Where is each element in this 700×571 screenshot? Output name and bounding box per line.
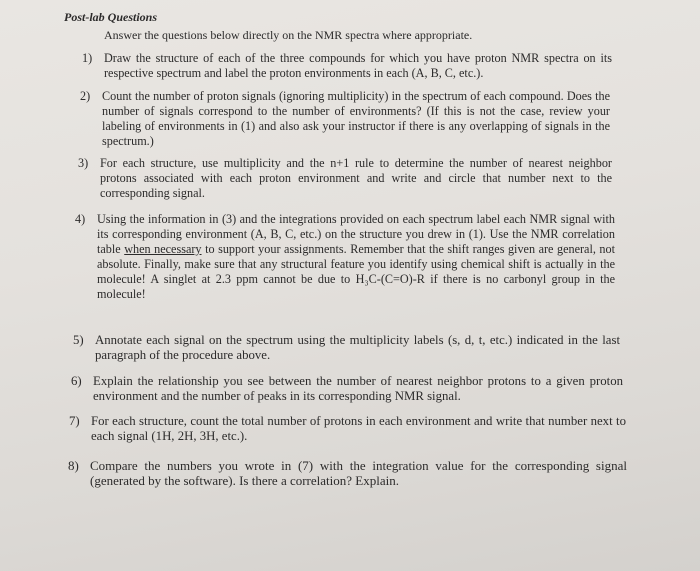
- question-text: Count the number of proton signals (ignoring multiplicity) in the spectrum of each compound. Does the number of signals correspond to the number of environments? (If this is not the case, review your labeling of environments in (1) and also ask your instructor if there is any overlapping of signals in the spectrum.): [102, 89, 610, 148]
- instructions-text: Answer the questions below directly on the NMR spectra where appropriate.: [104, 28, 473, 42]
- question-6: [71, 374, 623, 404]
- question-number: 5): [73, 333, 84, 347]
- question-8: [68, 458, 627, 488]
- question-number: 6): [71, 374, 82, 388]
- question-number: 7): [69, 414, 80, 428]
- question-text: For each structure, use multiplicity and the n+1 rule to determine the number of nearest neighbor protons associated with each proton environment and write and circle that number next to the corresponding signal.: [100, 156, 612, 200]
- section-heading: Post-lab Questions: [64, 10, 158, 24]
- question-number: 3): [78, 156, 89, 170]
- question-number: 1): [82, 51, 93, 65]
- question-text: Compare the numbers you wrote in (7) with the integration value for the corresponding signal (generated by the software). Is there a correlation? Explain.: [90, 458, 627, 488]
- question-text: Draw the structure of each of the three compounds for which you have proton NMR spectra on its respective spectrum and label the proton environments in each (A, B, C, etc.).: [104, 51, 612, 80]
- question-4: [75, 212, 615, 302]
- question-1: [82, 51, 612, 81]
- question-5: [73, 333, 620, 363]
- question-number: 8): [68, 458, 79, 473]
- underlined-phrase: when necessary: [124, 242, 202, 256]
- question-text: Annotate each signal on the spectrum using the multiplicity labels (s, d, t, etc.) indicated in the last paragraph of the procedure above.: [95, 333, 620, 362]
- question-2: [80, 89, 610, 149]
- question-number: 2): [80, 89, 91, 103]
- question-text-part-b: to support your assignments. Remember that the shift ranges given are general, not absolute. Finally, make sure that any structural feature you identify using chemical shift is actually in the molecule! A singlet at 2.3 ppm cannot be due to H₃C-(C=O)-R if there is no carbonyl group in the molecule!: [97, 242, 615, 301]
- question-text-part-a: Using the information in (3) and the integrations provided on each spectrum label each NMR signal with its corresponding environment (A, B, C, etc.) on the structure you drew in (1). Use the NMR correlation table: [97, 212, 615, 256]
- question-number: 4): [75, 212, 86, 226]
- question-text: Explain the relationship you see between the number of nearest neighbor protons to a given proton environment and the number of peaks in its corresponding NMR signal.: [93, 374, 623, 403]
- question-7: [69, 414, 626, 444]
- question-3: [78, 156, 612, 201]
- question-text: For each structure, count the total number of protons in each environment and write that number next to each signal (1H, 2H, 3H, etc.).: [91, 414, 626, 443]
